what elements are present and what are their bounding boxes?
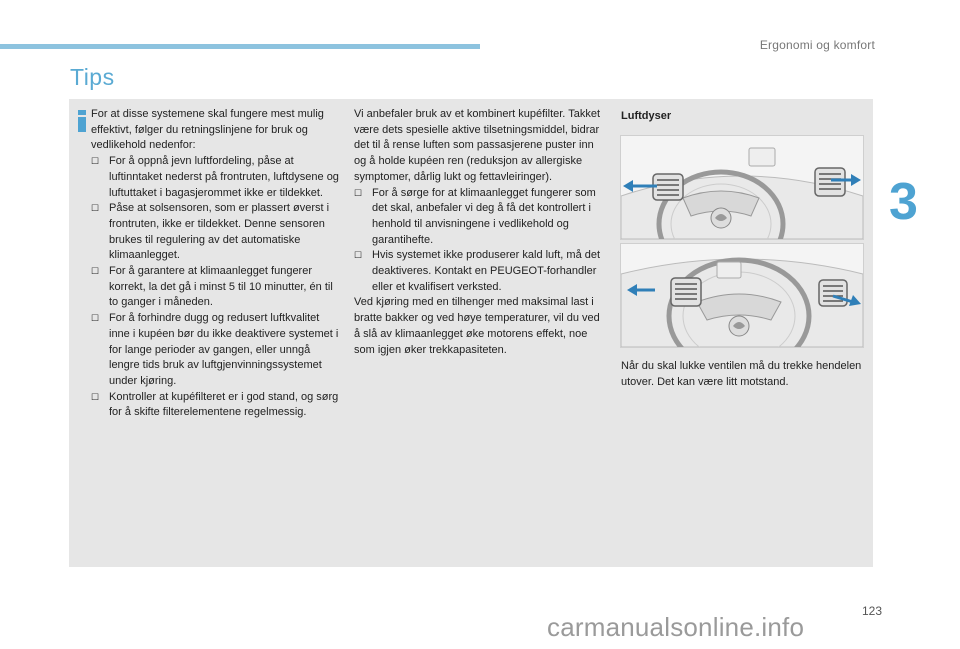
watermark: carmanualsonline.info <box>547 612 805 642</box>
top-accent-bar <box>0 44 480 49</box>
tips-column-1 <box>91 107 341 421</box>
checkbox-bullet-icon: ☐ <box>354 187 363 198</box>
checkbox-bullet-icon: ☐ <box>91 391 100 402</box>
list-item: ☐ For å forhindre dugg og redusert luftkvalitet inne i kupéen bør du ikke deaktivere systemet i for lange perioder av gangen, eller unngå lengre tids bruk av luftgjenvinningssystemet under kjøring. <box>91 312 339 387</box>
tips-column-2 <box>354 107 604 358</box>
trailer-advice: Ved kjøring med en tilhenger med maksimal last i bratte bakker og ved høye temperaturer, vil du ved å slå av klimaanlegget øke motorens effekt, noe som igjen øker trekkapasiteten. <box>354 296 600 356</box>
list-item: ☐ For å sørge for at klimaanlegget fungerer som det skal, anbefaler vi deg å få det kontrollert i henhold til anvisningene i vedlikehold og garantihefte. <box>354 186 596 246</box>
vents-heading: Luftdyser <box>621 110 672 122</box>
list-item: ☐ Kontroller at kupéfilteret er i god stand, og sørg for å skifte filterelementene regelmessig. <box>91 390 339 419</box>
filter-recommendation: Vi anbefaler bruk av et kombinert kupéfilter. Takket være dets spesielle aktive tilsetningsmiddel, bidrar det til å rense luften som passasjerene puster inn og å holde kupéen ren (reduksjon av allergiske symptomer, dårlig lukt og fettavleiringer). <box>354 108 601 183</box>
info-icon <box>78 110 86 132</box>
chapter-number: 3 <box>889 173 918 231</box>
list-item: ☐ For å garantere at klimaanlegget fungerer korrekt, la det gå i minst 5 til 10 minutter, én til to ganger i måneden. <box>91 265 333 309</box>
checkbox-bullet-icon: ☐ <box>91 203 100 214</box>
vents-illustration-lower <box>620 243 864 348</box>
list-item: ☐ Påse at solsensoren, som er plassert øverst i frontruten, ikke er tildekket. Denne sensoren brukes til regulering av det automatiske klimaanlegget. <box>91 202 330 262</box>
checkbox-bullet-icon: ☐ <box>91 266 100 277</box>
vents-column <box>621 109 866 133</box>
tips-title: Tips <box>70 64 115 90</box>
list-item: ☐ For å oppnå jevn luftfordeling, påse at luftinntaket nederst på frontruten, luftdysene og luftuttaket i bagasjerommet ikke er tildekket. <box>91 155 339 199</box>
vents-illustration-upper <box>620 135 864 240</box>
list-item: ☐ Hvis systemet ikke produserer kald luft, må det deaktiveres. Kontakt en PEUGEOT-forhandler eller et kvalifisert verksted. <box>354 249 601 293</box>
page-number: 123 <box>861 604 882 618</box>
section-title: Ergonomi og komfort <box>759 38 875 52</box>
vents-caption: Når du skal lukke ventilen må du trekke hendelen utover. Det kan være litt motstand. <box>621 360 862 388</box>
tips-intro: For at disse systemene skal fungere mest mulig effektivt, følger du retningslinjene for bruk og vedlikehold nedenfor: <box>91 108 324 152</box>
checkbox-bullet-icon: ☐ <box>354 250 363 261</box>
checkbox-bullet-icon: ☐ <box>91 156 100 167</box>
checkbox-bullet-icon: ☐ <box>91 313 100 324</box>
